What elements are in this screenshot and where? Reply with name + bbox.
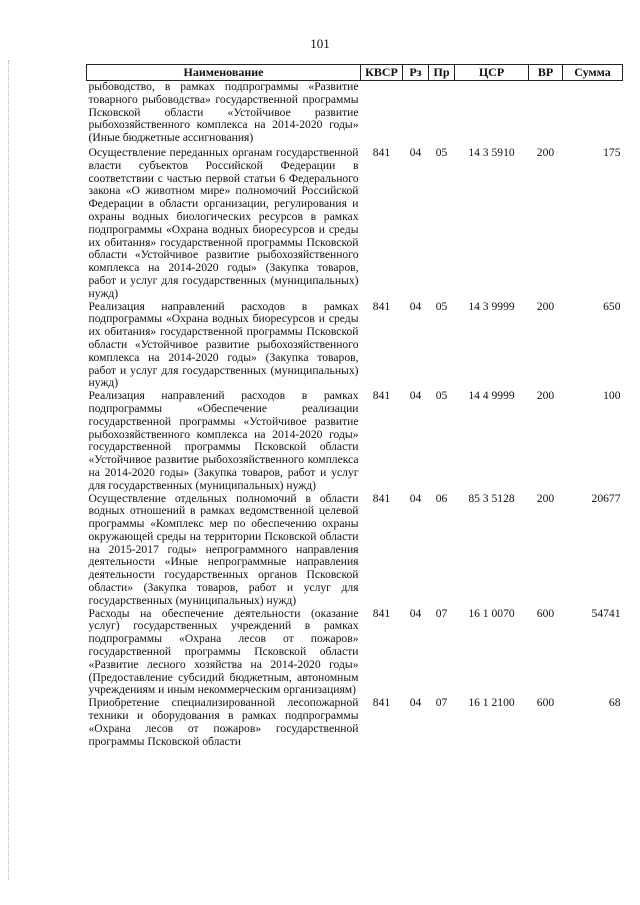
- header-rz: Рз: [403, 65, 429, 81]
- table-header-row: [87, 65, 623, 81]
- table-row: [87, 493, 623, 608]
- table-row: [87, 697, 623, 748]
- row-csr: 14 4 9999: [468, 389, 515, 403]
- header-vr: ВР: [529, 65, 563, 81]
- row-pr: 05: [435, 299, 448, 313]
- row-csr: 16 1 0070: [468, 606, 515, 620]
- scan-edge-line: [8, 60, 9, 880]
- row-sum: 54741: [591, 606, 621, 620]
- row-name: Реализация направлений расходов в рамках подпрограммы «Охрана водных биоресурсов и среды их обитания» государственной программы Псковской области «Устойчивое развитие рыбохозяйственного комплекса на 2014-2020 годы» (Закупка товаров, работ и услуг для государственных (муниципальных) нужд): [88, 299, 359, 390]
- row-kvsr: 841: [372, 491, 391, 505]
- table-row: [87, 81, 623, 147]
- row-pr: 06: [435, 491, 448, 505]
- row-vr: 200: [536, 389, 555, 403]
- table-row: [87, 147, 623, 301]
- header-kvsr: КВСР: [361, 65, 403, 81]
- row-vr: 600: [536, 606, 555, 620]
- row-rz: 04: [409, 491, 422, 505]
- row-sum: 68: [608, 696, 621, 710]
- row-name: Реализация направлений расходов в рамках подпрограммы «Обеспечение реализации государственной программы «Устойчивое развитие рыбохозяйственного комплекса на 2014-2020 годы» государственной программы Псковской области «Устойчивое развитие рыбохозяйственного комплекса на 2014-2020 годы» (Закупка товаров, работ и услуг для государственных (муниципальных) нужд): [88, 389, 359, 492]
- row-vr: 200: [536, 299, 555, 313]
- header-name: Наименование: [87, 65, 361, 81]
- row-pr: 07: [435, 696, 448, 710]
- row-csr: 16 1 2100: [468, 696, 515, 710]
- row-kvsr: 841: [372, 389, 391, 403]
- row-sum: 175: [603, 145, 621, 159]
- row-pr: 05: [435, 389, 448, 403]
- table-row: [87, 390, 623, 492]
- row-rz: [403, 81, 429, 147]
- row-vr: 600: [536, 696, 555, 710]
- row-rz: 04: [409, 606, 422, 620]
- page-number: 101: [310, 36, 330, 51]
- row-sum: 20677: [591, 491, 621, 505]
- row-name: Осуществление переданных органам государственной власти субъектов Российской Федерации в соответствии с частью первой статьи 6 Федерального закона «О животном мире» полномочий Российской Федерации в области организации, регулирования и охраны водных биологических ресурсов в рамках подпрограммы «Охрана водных биоресурсов и среды их обитания» государственной программы Псковской области «Устойчивое развитие рыбохозяйственного комплекса на 2014-2020 годы» (Закупка товаров, работ и услуг для государственных (муниципальных) нужд): [88, 145, 359, 300]
- table-row: [87, 301, 623, 391]
- budget-table: [86, 64, 623, 748]
- row-vr: [529, 81, 563, 147]
- row-name: Осуществление отдельных полномочий в области водных отношений в рамках ведомственной целевой программы «Комплекс мер по обеспечению охраны окружающей среды на территории Псковской области на 2015-2017 годы» непрограммного направления деятельности «Иные непрограммные направления деятельности государственных органов Псковской области» (Закупка товаров, работ и услуг для государственных (муниципальных) нужд): [88, 491, 359, 607]
- row-rz: 04: [409, 299, 422, 313]
- row-rz: 04: [409, 145, 422, 159]
- table-row: [87, 608, 623, 698]
- row-csr: [455, 81, 529, 147]
- row-kvsr: 841: [372, 606, 391, 620]
- row-sum: 650: [603, 299, 621, 313]
- header-pr: Пр: [429, 65, 455, 81]
- row-rz: 04: [409, 389, 422, 403]
- row-csr: 85 3 5128: [468, 491, 515, 505]
- row-rz: 04: [409, 696, 422, 710]
- row-pr: 07: [435, 606, 448, 620]
- row-kvsr: [361, 81, 403, 147]
- row-kvsr: 841: [372, 299, 391, 313]
- header-sum: Сумма: [563, 65, 623, 81]
- row-name: Расходы на обеспечение деятельности (оказание услуг) государственных учреждений в рамках подпрограммы «Охрана лесов от пожаров» государственной программы Псковской области «Развитие лесного хозяйства на 2014-2020 годы» (Предоставление субсидий бюджетным, автономным учреждениям и иным некоммерческим организациям): [88, 606, 359, 697]
- row-csr: 14 3 9999: [468, 299, 515, 313]
- row-kvsr: 841: [372, 696, 391, 710]
- row-csr: 14 3 5910: [468, 145, 515, 159]
- row-name: рыбоводство, в рамках подпрограммы «Развитие товарного рыбоводства» государственной программы Псковской области «Устойчивое развитие рыбохозяйственного комплекса на 2014-2020 годы» (Иные бюджетные ассигнования): [88, 80, 359, 145]
- row-vr: 200: [536, 145, 555, 159]
- row-pr: 05: [435, 145, 448, 159]
- row-vr: 200: [536, 491, 555, 505]
- row-sum: [563, 81, 623, 147]
- row-kvsr: 841: [372, 145, 391, 159]
- row-name: Приобретение специализированной лесопожарной техники и оборудования в рамках подпрограммы «Охрана лесов от пожаров» государственной программы Псковской области: [88, 696, 359, 748]
- row-pr: [429, 81, 455, 147]
- row-sum: 100: [603, 389, 621, 403]
- header-csr: ЦСР: [455, 65, 529, 81]
